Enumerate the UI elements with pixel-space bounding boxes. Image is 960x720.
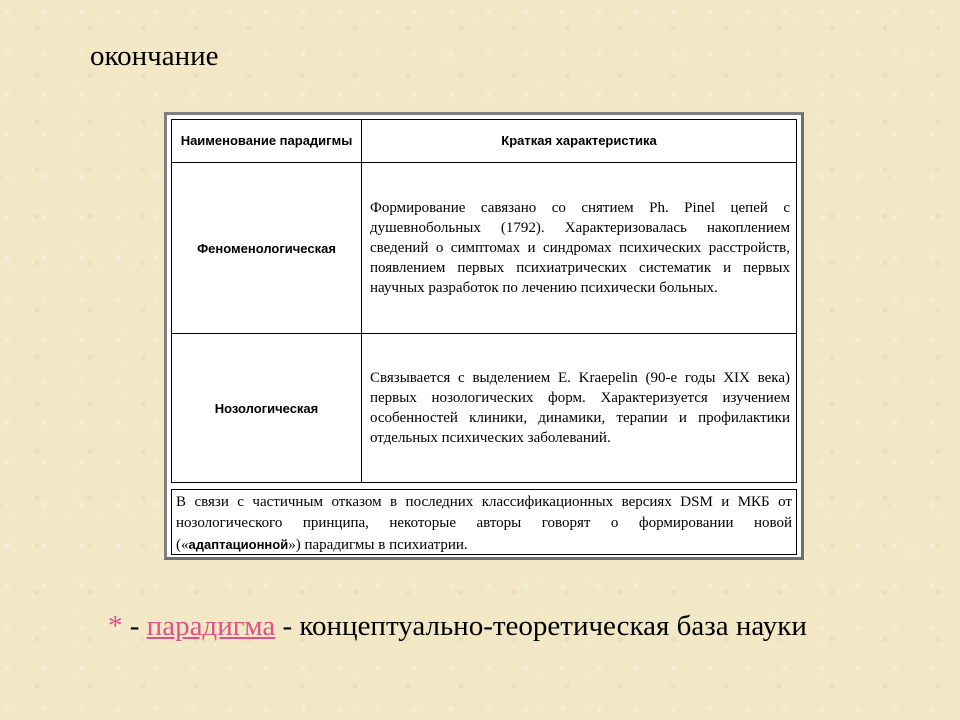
- row-description: Связывается с выделением E. Kraepelin (90-е годы XIX века) первых нозологических форм. Характеризуется изучением особенностей клиники, динамики, терапии и профилактики отдельных психических заболеваний.: [362, 334, 797, 483]
- note-bold-word: адаптационной: [188, 537, 289, 552]
- footnote-definition: - концептуально-теоретическая база науки: [275, 610, 807, 642]
- footnote-asterisk: *: [108, 610, 123, 642]
- note-text-after: ») парадигмы в психиатрии.: [288, 537, 468, 553]
- table-row: [172, 163, 797, 334]
- table-header-row: [172, 120, 797, 163]
- header-name: Наименование парадигмы: [172, 120, 362, 163]
- note-text-before: В связи с частичным отказом в последних классификационных версиях DSM и МКБ от нозологического принципа, некоторые авторы говорят о формировании новой («: [176, 494, 792, 553]
- table-row: [172, 334, 797, 483]
- paradigm-table: [171, 119, 797, 483]
- table-inner: [171, 119, 797, 483]
- row-name: Феноменологическая: [172, 163, 362, 334]
- footnote: [108, 606, 807, 646]
- slide-title: окончание: [90, 40, 219, 72]
- paradigm-table-frame: [164, 112, 804, 560]
- paradigm-link[interactable]: парадигма: [146, 610, 276, 642]
- row-name: Нозологическая: [172, 334, 362, 483]
- header-description: Краткая характеристика: [362, 120, 797, 163]
- table-note: [171, 489, 797, 555]
- footnote-dash: -: [122, 610, 147, 642]
- row-description: Формирование савязано со снятием Ph. Pinel цепей с душевнобольных (1792). Характеризовалась накоплением сведений о симптомах и синдромах психических расстройств, появлением первых психиатрических систематик и первых научных разработок по лечению психически больных.: [362, 163, 797, 334]
